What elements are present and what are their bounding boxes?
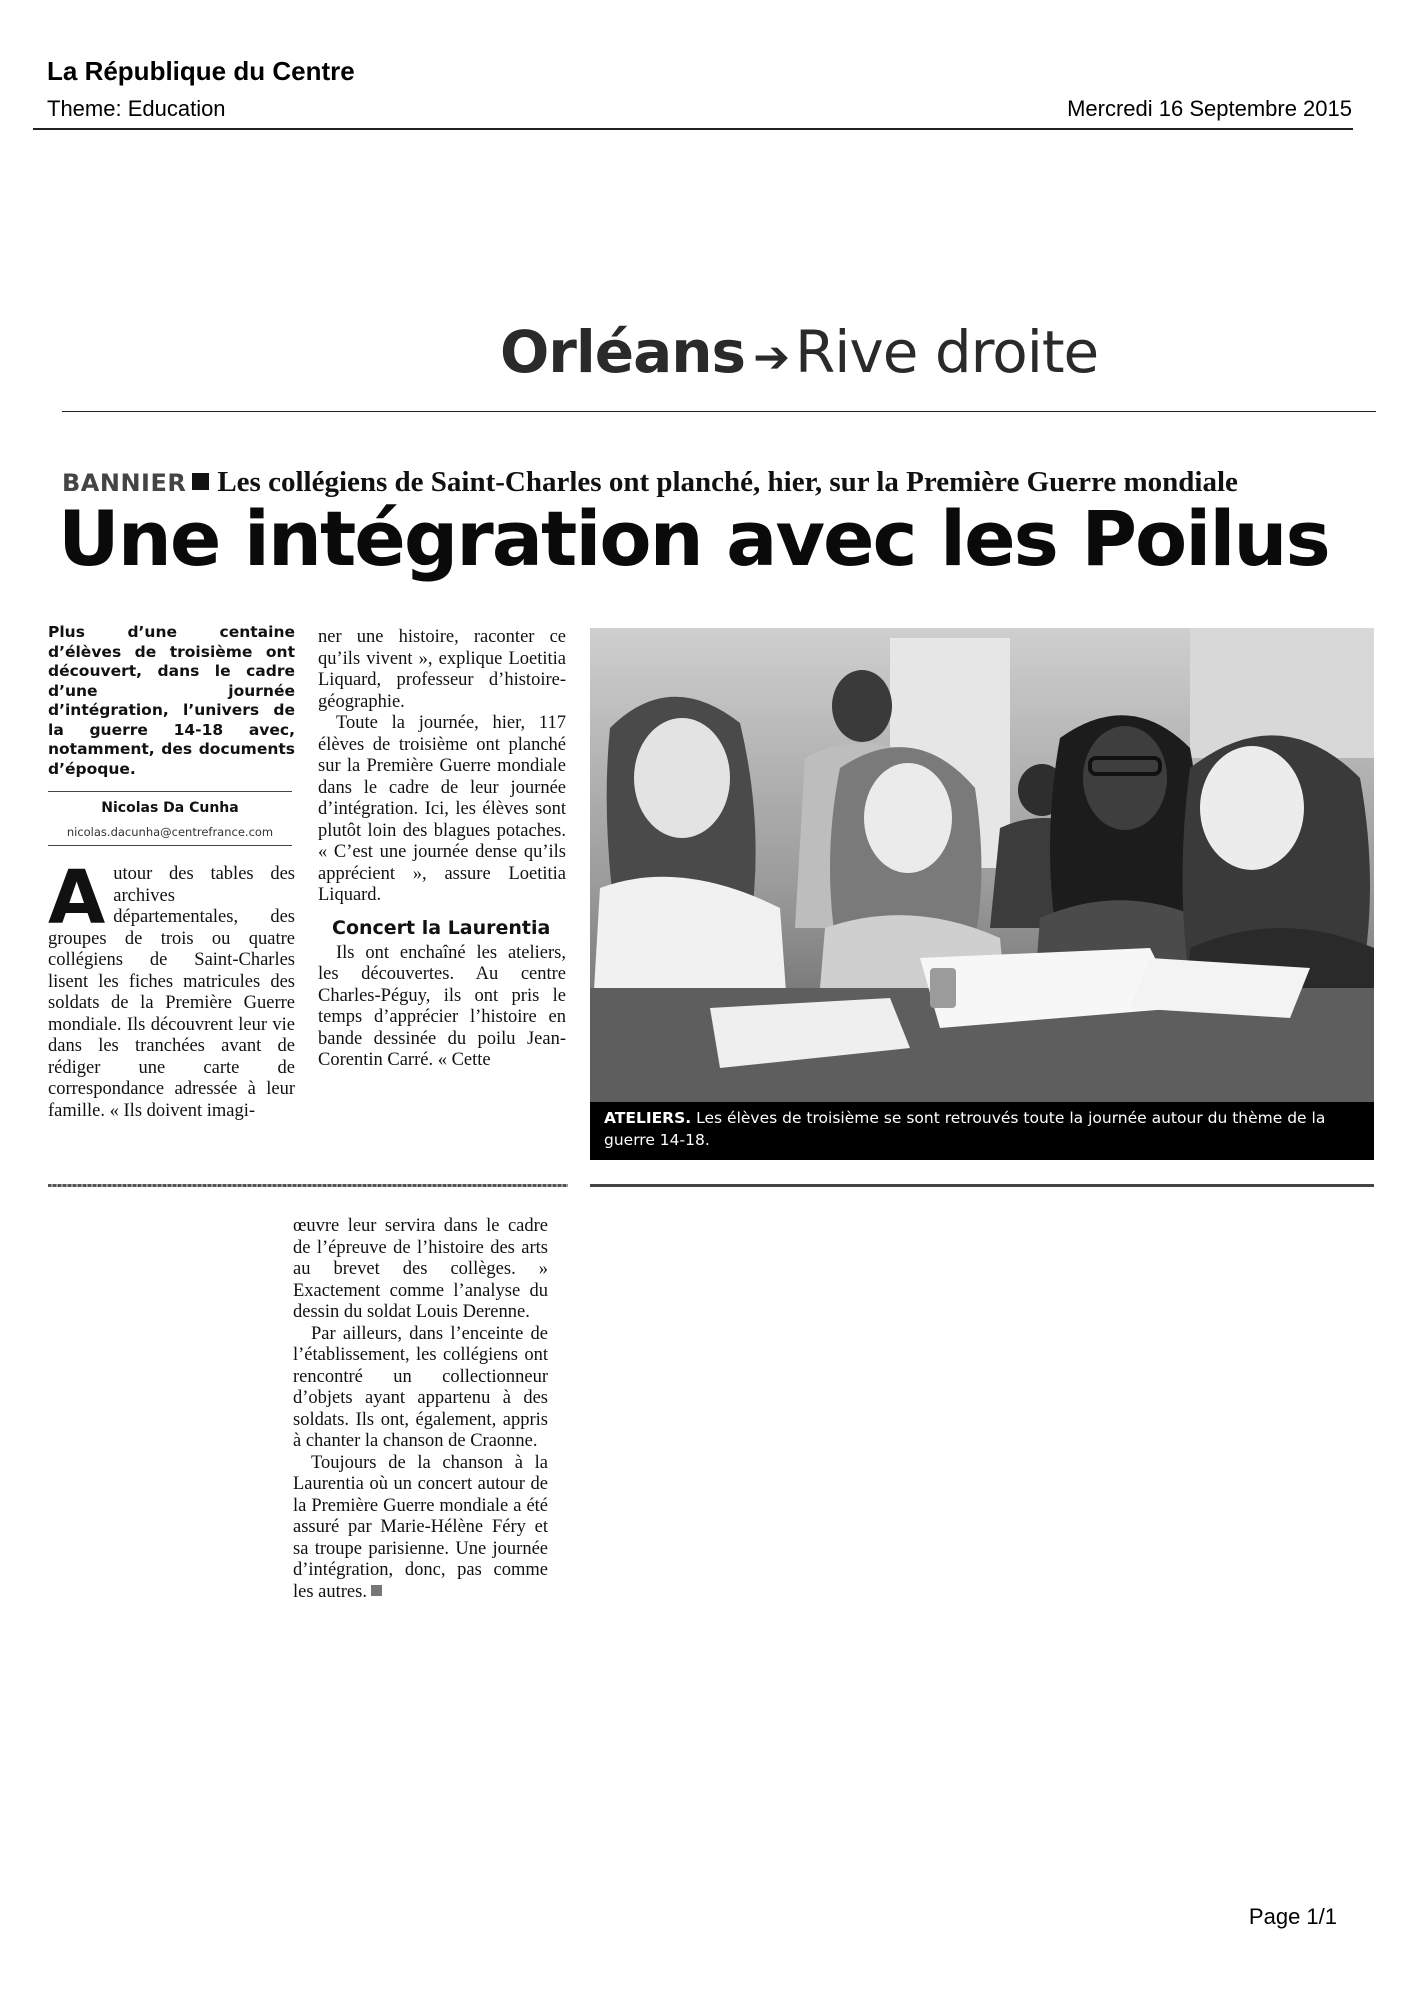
byline-divider-bottom xyxy=(48,845,292,846)
publication-name: La République du Centre xyxy=(47,56,355,86)
article-lead: Plus d’une centaine d’élèves de troisième ont découvert, dans le cadre d’une journée d’intégration, l’univers de la guerre 14-18 avec, notamment, des documents d’époque. xyxy=(48,623,295,778)
column-3-paragraph-3: Toujours de la chanson à la Laurentia où un concert autour de la Première Guerre mondiale a été assuré par Marie-Hélène Féry et sa troupe parisienne. Une journée d’intégration, donc, pas comme les autres. xyxy=(293,1452,548,1602)
square-bullet-icon xyxy=(192,473,209,490)
column-2-paragraph-1: ner une histoire, raconter ce qu’ils vivent », explique Loetitia Liquard, professeur d’histoire-géographie. xyxy=(318,627,566,712)
caption-label: ATELIERS. xyxy=(604,1109,692,1127)
publication-date: Mercredi 16 Septembre 2015 xyxy=(1067,96,1352,121)
column-3-paragraph-2: Par ailleurs, dans l’enceinte de l’établissement, les collégiens ont rencontré un collectionneur d’objets ayant appartenu à des soldats. Ils ont, également, appris à chanter la chanson de Craonne. xyxy=(293,1323,548,1451)
article-bottom-rule-right xyxy=(590,1184,1374,1187)
arrow-right-icon: ➔ xyxy=(753,332,789,383)
article-column-2 xyxy=(318,627,566,1072)
column-2-paragraph-3: Ils ont enchaîné les ateliers, les découvertes. Au centre Charles-Péguy, ils ont pris le temps d’apprécier l’histoire en bande dessinée du poilu Jean-Corentin Carré. « Cette xyxy=(318,942,566,1070)
section-city: Orléans xyxy=(500,318,746,386)
byline-divider-top xyxy=(48,791,292,792)
column-3-paragraph-1: œuvre leur servira dans le cadre de l’épreuve de l’histoire des arts au brevet des collèges. » Exactement comme l’analyse du dessin du soldat Louis Derenne. xyxy=(293,1216,548,1322)
section-subsection: Rive droite xyxy=(794,318,1099,386)
kicker-text: Les collégiens de Saint-Charles ont planché, hier, sur la Première Guerre mondiale xyxy=(217,466,1238,498)
article-author: Nicolas Da Cunha xyxy=(101,800,239,816)
article-bottom-rule-left xyxy=(48,1184,568,1187)
article-title: Une intégration avec les Poilus xyxy=(58,494,1329,583)
article-photo xyxy=(590,628,1374,1102)
column-1-text: utour des tables des archives départementales, des groupes de trois ou quatre collégiens de Saint-Charles lisent les fiches matricules des soldats de la Première Guerre mondiale. Ils découvrent leur vie dans les tranchées avant de rédiger une carte de correspondance adressée à leur famille. « Ils doivent imagi- xyxy=(48,864,295,1121)
caption-text: Les élèves de troisième se sont retrouvés toute la journée autour du thème de la guerre 14-18. xyxy=(604,1109,1326,1149)
article-subheading: Concert la Laurentia xyxy=(332,916,551,939)
photo-students-workshop xyxy=(590,628,1374,1102)
end-of-article-icon xyxy=(371,1585,382,1596)
column-2-paragraph-2: Toute la journée, hier, 117 élèves de troisième ont planché sur la Première Guerre mondiale dans le cadre de leur journée d’intégration. Ici, les élèves sont plutôt loin des blagues potaches. « C’est une journée dense qu’ils apprécient », assure Loetitia Liquard. xyxy=(318,713,566,905)
section-heading xyxy=(500,318,1098,386)
article-column-3 xyxy=(293,1216,548,1603)
photo-caption xyxy=(590,1102,1374,1160)
drop-cap: A xyxy=(48,855,106,941)
author-email: nicolas.dacunha@centrefrance.com xyxy=(66,825,274,839)
header-divider xyxy=(33,128,1353,130)
kicker-place: BANNIER xyxy=(62,469,187,497)
page-number: Page 1/1 xyxy=(1248,1904,1337,1929)
article-column-1 xyxy=(48,855,295,1122)
theme-label: Theme: Education xyxy=(47,96,226,121)
section-divider xyxy=(62,411,1376,412)
